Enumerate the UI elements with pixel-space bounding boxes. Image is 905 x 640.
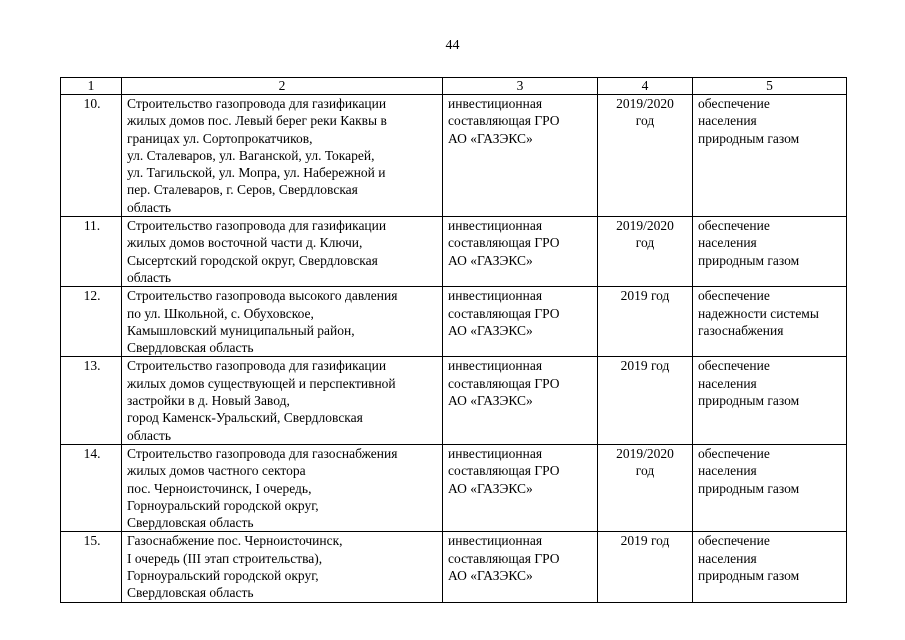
implementation-year-line: 2019/2020 — [616, 96, 674, 111]
column-header: 2 — [122, 78, 443, 95]
funding-source-line: составляющая ГРО — [448, 235, 560, 251]
goal-cell — [693, 217, 847, 287]
goal-line: природным газом — [698, 252, 800, 268]
table-row — [61, 357, 847, 444]
goal-line: природным газом — [698, 568, 800, 584]
goal-line: обеспечение — [698, 533, 770, 549]
object-name-line: Камышловский муниципальный район, — [127, 322, 355, 338]
goal-line: населения — [698, 375, 757, 391]
object-name-line: Строительство газопровода для газификации — [127, 358, 387, 374]
funding-source-line: инвестиционная — [448, 288, 543, 304]
column-header: 4 — [598, 78, 693, 95]
object-name-line: по ул. Школьной, с. Обуховское, — [127, 305, 314, 321]
table-header-row — [61, 78, 847, 95]
funding-source-cell — [443, 217, 598, 287]
object-name-line: Горноуральский городской округ, — [127, 568, 319, 584]
goal-line: населения — [698, 550, 757, 566]
goal-line: природным газом — [698, 480, 800, 496]
funding-source-line: составляющая ГРО — [448, 550, 560, 566]
goal-line: населения — [698, 463, 757, 479]
object-name-cell — [122, 95, 443, 217]
table-row — [61, 287, 847, 357]
row-number-cell: 14. — [61, 444, 122, 531]
column-header: 5 — [693, 78, 847, 95]
object-name-line: область — [127, 199, 172, 215]
goal-line: обеспечение — [698, 288, 770, 304]
goal-line: населения — [698, 235, 757, 251]
goal-cell — [693, 532, 847, 602]
object-name-line: пос. Черноисточинск, I очередь, — [127, 480, 312, 496]
goal-line: обеспечение — [698, 358, 770, 374]
row-number-cell: 13. — [61, 357, 122, 444]
implementation-year-cell — [598, 357, 693, 444]
implementation-year-cell — [598, 217, 693, 287]
funding-source-cell — [443, 287, 598, 357]
object-name-line: пер. Сталеваров, г. Серов, Свердловская — [127, 182, 358, 198]
object-name-line: Строительство газопровода для газификации — [127, 96, 387, 111]
goal-cell — [693, 444, 847, 531]
object-name-line: жилых домов восточной части д. Ключи, — [127, 235, 363, 251]
table-row — [61, 217, 847, 287]
implementation-year-line: год — [635, 463, 655, 479]
object-name-cell — [122, 357, 443, 444]
implementation-year-line: 2019/2020 — [616, 218, 674, 234]
goal-line: населения — [698, 113, 757, 129]
implementation-year-line: 2019 год — [620, 358, 670, 374]
implementation-year-line: 2019 год — [620, 533, 670, 549]
table-row — [61, 95, 847, 217]
object-name-line: жилых домов существующей и перспективной — [127, 375, 396, 391]
object-name-line: границах ул. Сортопрокатчиков, — [127, 130, 313, 146]
implementation-year-line: 2019 год — [620, 288, 670, 304]
object-name-line: ул. Тагильской, ул. Мопра, ул. Набережной и — [127, 165, 386, 181]
funding-source-line: составляющая ГРО — [448, 113, 560, 129]
row-number-cell: 15. — [61, 532, 122, 602]
object-name-line: I очередь (III этап строительства), — [127, 550, 323, 566]
funding-source-line: составляющая ГРО — [448, 375, 560, 391]
goal-line: природным газом — [698, 130, 800, 146]
object-name-line: жилых домов пос. Левый берег реки Каквы в — [127, 113, 387, 129]
funding-source-line: инвестиционная — [448, 445, 543, 461]
goal-line: надежности системы — [698, 305, 819, 321]
funding-source-line: инвестиционная — [448, 96, 543, 111]
implementation-year-line: год — [635, 113, 655, 129]
funding-source-line: АО «ГАЗЭКС» — [448, 252, 533, 268]
row-number-cell: 11. — [61, 217, 122, 287]
page-number: 44 — [445, 38, 460, 53]
funding-source-cell — [443, 357, 598, 444]
funding-source-line: инвестиционная — [448, 358, 543, 374]
table-row — [61, 532, 847, 602]
funding-source-cell — [443, 444, 598, 531]
funding-source-cell — [443, 532, 598, 602]
object-name-line: Газоснабжение пос. Черноисточинск, — [127, 533, 343, 549]
funding-source-line: АО «ГАЗЭКС» — [448, 480, 533, 496]
table-row — [61, 444, 847, 531]
object-name-line: Строительство газопровода для газоснабжения — [127, 445, 398, 461]
funding-source-line: АО «ГАЗЭКС» — [448, 130, 533, 146]
object-name-line: Горноуральский городской округ, — [127, 497, 319, 513]
object-name-line: Сысертский городской округ, Свердловская — [127, 252, 378, 268]
goal-line: газоснабжения — [698, 322, 784, 338]
row-number-cell: 12. — [61, 287, 122, 357]
funding-source-line: АО «ГАЗЭКС» — [448, 393, 533, 409]
implementation-year-line: 2019/2020 — [616, 445, 674, 461]
object-name-line: Строительство газопровода для газификации — [127, 218, 387, 234]
implementation-year-line: год — [635, 235, 655, 251]
object-name-line: Свердловская область — [127, 340, 254, 356]
object-name-line: Строительство газопровода высокого давления — [127, 288, 398, 304]
goal-line: обеспечение — [698, 218, 770, 234]
object-name-line: область — [127, 269, 172, 285]
object-name-cell — [122, 532, 443, 602]
funding-source-line: составляющая ГРО — [448, 305, 560, 321]
goal-cell — [693, 287, 847, 357]
funding-source-line: АО «ГАЗЭКС» — [448, 568, 533, 584]
implementation-year-cell — [598, 444, 693, 531]
object-name-line: застройки в д. Новый Завод, — [127, 393, 290, 409]
object-name-cell — [122, 287, 443, 357]
object-name-cell — [122, 444, 443, 531]
funding-source-line: составляющая ГРО — [448, 463, 560, 479]
column-header: 3 — [443, 78, 598, 95]
implementation-year-cell — [598, 287, 693, 357]
row-number-cell: 10. — [61, 95, 122, 217]
goal-cell — [693, 95, 847, 217]
funding-source-line: инвестиционная — [448, 218, 543, 234]
implementation-year-cell — [598, 532, 693, 602]
object-name-cell — [122, 217, 443, 287]
object-name-line: жилых домов частного сектора — [127, 463, 306, 479]
goal-line: обеспечение — [698, 96, 770, 111]
funding-source-line: АО «ГАЗЭКС» — [448, 322, 533, 338]
funding-source-line: инвестиционная — [448, 533, 543, 549]
implementation-year-cell — [598, 95, 693, 217]
column-header: 1 — [61, 78, 122, 95]
funding-source-cell — [443, 95, 598, 217]
object-name-line: Свердловская область — [127, 585, 254, 601]
object-name-line: Свердловская область — [127, 515, 254, 531]
object-name-line: ул. Сталеваров, ул. Ваганской, ул. Токарей, — [127, 147, 375, 163]
goal-line: природным газом — [698, 393, 800, 409]
goal-line: обеспечение — [698, 445, 770, 461]
goal-cell — [693, 357, 847, 444]
object-name-line: город Каменск-Уральский, Свердловская — [127, 410, 363, 426]
projects-table — [60, 77, 847, 603]
object-name-line: область — [127, 427, 172, 443]
